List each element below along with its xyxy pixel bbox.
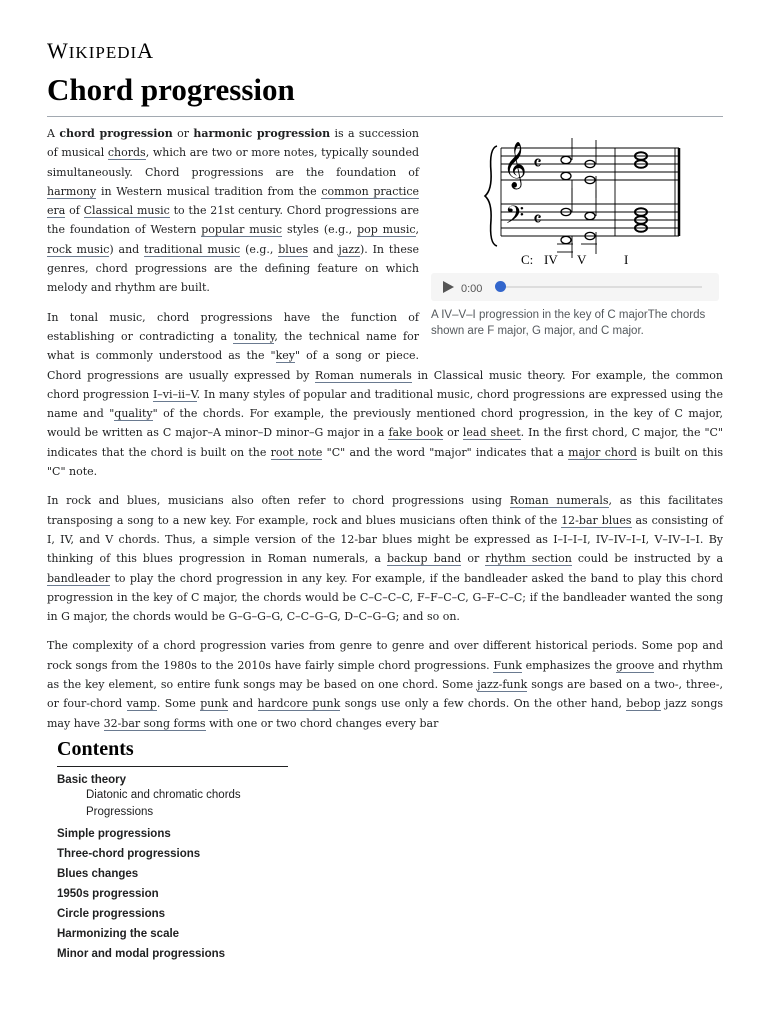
- link-hardcore-punk[interactable]: hardcore punk: [257, 697, 341, 711]
- link-tonality[interactable]: tonality: [233, 329, 275, 343]
- title-divider: [47, 116, 723, 117]
- link-bandleader[interactable]: bandleader: [47, 571, 111, 585]
- toc-title: Contents: [57, 738, 288, 767]
- bold-term: chord progression: [59, 127, 173, 140]
- link-rock-music[interactable]: rock music: [47, 242, 110, 256]
- chord-label-key: C:: [521, 252, 534, 266]
- link-traditional-music[interactable]: traditional music: [144, 242, 241, 256]
- link-popular-music[interactable]: popular music: [201, 223, 283, 237]
- link-bebop[interactable]: bebop: [626, 697, 661, 711]
- toc-item[interactable]: 1950s progression: [57, 888, 159, 900]
- link-vamp[interactable]: vamp: [126, 697, 157, 711]
- link-key[interactable]: key: [275, 349, 295, 363]
- link-common-practice-era[interactable]: common practice era: [47, 184, 420, 218]
- svg-text:𝄴: 𝄴: [533, 207, 542, 231]
- wikipedia-logo[interactable]: [47, 38, 154, 64]
- link-classical-music[interactable]: Classical music: [83, 204, 170, 218]
- audio-progress-track[interactable]: [499, 286, 702, 288]
- link-chords[interactable]: chords: [107, 146, 146, 160]
- link-punk[interactable]: punk: [200, 697, 229, 711]
- link-roman-numerals[interactable]: Roman numerals: [315, 368, 412, 382]
- logo-last-letter: A: [137, 38, 155, 63]
- bold-term: harmonic progression: [193, 127, 331, 140]
- link-12-bar-blues[interactable]: 12-bar blues: [561, 513, 632, 527]
- link-jazz-funk[interactable]: jazz-funk: [477, 678, 528, 692]
- article-body: [47, 124, 723, 743]
- link-rhythm-section[interactable]: rhythm section: [485, 552, 572, 566]
- chord-figure: [431, 124, 723, 339]
- paragraph-complexity: The complexity of a chord progression varies from genre to genre and over different historical periods. Some pop and rock songs from the 1980s to the 2010s have fairly simple chord progressions. Funk emphasizes the groove and rhythm as the key element, so entire funk songs may be based on one chord. Some jazz-funk songs are based on a two-, three-, or four-chord vamp. Some punk and hardcore punk songs use only a few chords. On the other hand, bebop jazz songs may have 32-bar song forms with one or two chord changes every bar: [47, 639, 724, 730]
- link-roman-numerals[interactable]: Roman numerals: [509, 494, 609, 508]
- figure-caption: A IV–V–I progression in the key of C majorThe chords shown are F major, G major, and C major.: [431, 309, 706, 338]
- link-major-chord[interactable]: major chord: [568, 445, 637, 459]
- link-lead-sheet[interactable]: lead sheet: [462, 426, 521, 440]
- toc-subitem[interactable]: Diatonic and chromatic chords: [86, 789, 241, 801]
- play-icon[interactable]: [443, 281, 454, 293]
- link-fake-book[interactable]: fake book: [388, 426, 444, 440]
- playback-time: 0:00: [461, 283, 483, 296]
- toc-subitem[interactable]: Progressions: [86, 806, 154, 818]
- toc-item[interactable]: Basic theory: [57, 774, 127, 786]
- link-i-vi-ii-v[interactable]: I–vi–ii–V: [152, 387, 197, 401]
- svg-text:𝄢: 𝄢: [505, 201, 525, 236]
- link-backup-band[interactable]: backup band: [387, 552, 462, 566]
- svg-text:𝄴: 𝄴: [533, 151, 542, 175]
- sheet-music-image[interactable]: [431, 124, 723, 266]
- logo-first-letter: W: [47, 38, 69, 63]
- link-harmony[interactable]: harmony: [47, 184, 97, 198]
- toc-item[interactable]: Minor and modal progressions: [57, 948, 226, 960]
- link-groove[interactable]: groove: [615, 658, 655, 672]
- link-pop-music[interactable]: pop music: [357, 223, 416, 237]
- chord-label-iv: IV: [544, 252, 558, 266]
- paragraph-tonal: In tonal music, chord progressions have the function of establishing or contradicting a tonality, the technical name for what is commonly understood as the "key" of a song or piece. Chord progressions are usually expressed by Roman numerals in Classical music theory. For example, the common chord progression I–vi–ii–V. In many styles of popular and traditional music, chord progressions are expressed using the name and "quality" of the chords. For example, the previously mentioned chord progression, in the key of C major, would be written as C major–A minor–D minor–G major in a fake book or lead sheet. In the first chord, C major, the "C" indicates that the chord is built on the root note "C" and the word "major" indicates that a major chord is built on this "C" note.: [47, 310, 723, 479]
- link-jazz[interactable]: jazz: [338, 242, 360, 256]
- paragraph-intro: A chord progression or harmonic progression is a succession of musical chords, which are two or more notes, typically sounded simultaneously. Chord progressions are the foundation of harmony in Western musical tradition from the common practice era of Classical music to the 21st century. Chord progressions are the foundation of Western popular music styles (e.g., pop music, rock music) and traditional music (e.g., blues and jazz). In these genres, chord progressions are the defining feature on which melody and rhythm are built.: [47, 127, 420, 295]
- chord-label-i: I: [624, 252, 629, 266]
- toc-item[interactable]: Blues changes: [57, 868, 139, 880]
- toc-item[interactable]: Simple progressions: [57, 828, 171, 840]
- toc-item[interactable]: Circle progressions: [57, 908, 166, 920]
- logo-middle-letters: IKIPEDI: [68, 43, 138, 62]
- toc-item[interactable]: Harmonizing the scale: [57, 928, 180, 940]
- table-of-contents: [57, 738, 288, 961]
- link-root-note[interactable]: root note: [270, 445, 323, 459]
- audio-player: [431, 273, 719, 301]
- link-quality[interactable]: quality: [114, 407, 153, 421]
- chord-label-v: V: [577, 252, 587, 266]
- paragraph-rock-blues: In rock and blues, musicians also often refer to chord progressions using Roman numerals, as this facilitates transposing a song to a new key. For example, rock and blues musicians often think of the 12-bar blues as consisting of I, IV, and V chords. Thus, a simple version of the 12-bar blues might be expressed as I–I–I–I, IV–IV–I–I, V–IV–I–I. By thinking of this blues progression in Roman numerals, a backup band or rhythm section could be instructed by a bandleader to play the chord progression in any key. For example, if the bandleader asked the band to play this chord progression in the key of C major, the chords would be C–C–C–C, F–F–C–C, G–F–C–C; if the bandleader wanted the song in G major, the chords would be G–G–G–G, C–C–G–G, D–C–G–G; and so on.: [47, 494, 724, 624]
- audio-progress-handle[interactable]: [495, 281, 506, 292]
- svg-text:𝄞: 𝄞: [503, 142, 527, 188]
- link-blues[interactable]: blues: [278, 242, 309, 256]
- toc-item[interactable]: Three-chord progressions: [57, 848, 201, 860]
- link-32-bar-song-form[interactable]: 32-bar song forms: [103, 716, 206, 730]
- link-funk[interactable]: Funk: [493, 658, 522, 672]
- page-title: Chord progression: [47, 72, 295, 107]
